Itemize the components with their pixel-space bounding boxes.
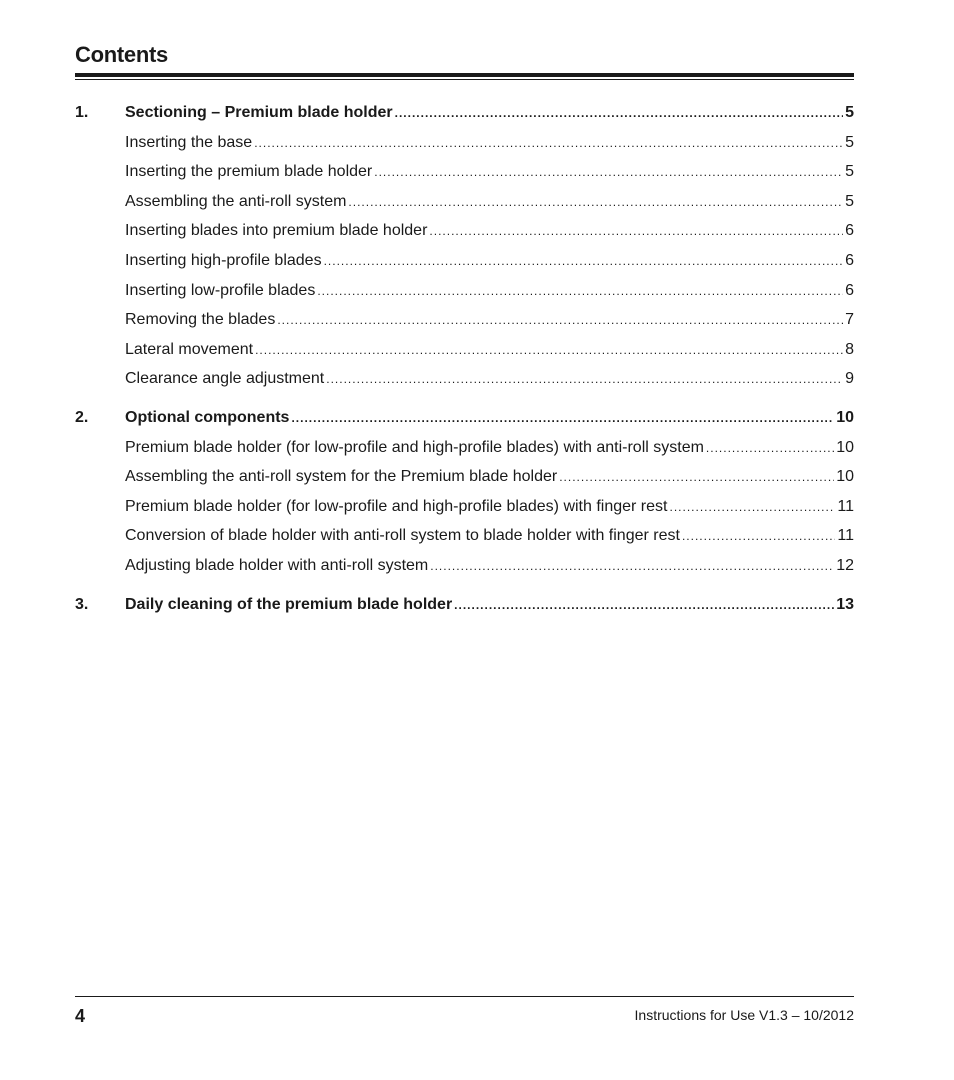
page-number: 5 bbox=[845, 192, 854, 210]
toc-section-2 bbox=[75, 403, 854, 581]
toc-entry[interactable] bbox=[75, 521, 854, 551]
entry-title: Conversion of blade holder with anti-roll system to blade holder with finger rest bbox=[125, 527, 680, 545]
section-number: 1. bbox=[75, 104, 89, 121]
toc-section-1 bbox=[75, 98, 854, 394]
entry-title: Inserting the base bbox=[125, 133, 253, 151]
entry-title: Removing the blades bbox=[125, 311, 276, 329]
dot-leader bbox=[374, 158, 843, 188]
entry-title: Inserting blades into premium blade holder bbox=[125, 222, 428, 240]
entry-title: Inserting high-profile blades bbox=[125, 251, 322, 269]
section-number: 2. bbox=[75, 408, 89, 426]
toc-entry[interactable] bbox=[75, 433, 854, 463]
footer-rule bbox=[75, 996, 854, 997]
dot-leader bbox=[324, 247, 844, 277]
dot-leader bbox=[348, 188, 843, 218]
dot-leader bbox=[291, 404, 834, 434]
dot-leader bbox=[682, 522, 835, 552]
dot-leader bbox=[277, 306, 843, 336]
entry-title: Premium blade holder (for low-profile and high-profile blades) with anti-roll system bbox=[125, 438, 704, 456]
page-number: 8 bbox=[845, 340, 854, 358]
page-title: Contents bbox=[75, 42, 168, 67]
toc-entry[interactable] bbox=[75, 551, 854, 581]
section-title: Optional components bbox=[125, 408, 290, 426]
page-number: 6 bbox=[845, 251, 854, 269]
page-number: 10 bbox=[836, 408, 854, 426]
toc-entry[interactable] bbox=[75, 462, 854, 492]
dot-leader bbox=[430, 552, 834, 582]
toc-entry[interactable] bbox=[75, 305, 854, 335]
page-number: 5 bbox=[845, 104, 854, 121]
toc-entry[interactable] bbox=[75, 128, 854, 158]
entry-title: Assembling the anti-roll system for the Premium blade holder bbox=[125, 468, 558, 486]
section-title: Sectioning – Premium blade holder bbox=[125, 104, 393, 121]
toc-entry[interactable] bbox=[75, 364, 854, 394]
toc-entry[interactable] bbox=[75, 246, 854, 276]
page-number: 11 bbox=[837, 527, 854, 545]
entry-title: Lateral movement bbox=[125, 340, 254, 358]
toc-entry[interactable] bbox=[75, 187, 854, 217]
title-rule-thin bbox=[75, 79, 854, 80]
page-number: 11 bbox=[837, 497, 854, 515]
toc-entry[interactable] bbox=[75, 216, 854, 246]
entry-title: Assembling the anti-roll system bbox=[125, 192, 347, 210]
page-number: 6 bbox=[845, 222, 854, 240]
page-number: 13 bbox=[836, 595, 854, 613]
dot-leader bbox=[454, 591, 834, 621]
toc-entry[interactable] bbox=[75, 276, 854, 306]
page-number: 7 bbox=[845, 311, 854, 329]
page-number: 6 bbox=[845, 281, 854, 299]
toc-entry-main[interactable] bbox=[75, 403, 854, 433]
toc-entry-main[interactable] bbox=[75, 590, 854, 620]
section-title: Daily cleaning of the premium blade holder bbox=[125, 595, 453, 613]
table-of-contents bbox=[75, 98, 854, 628]
entry-title: Clearance angle adjustment bbox=[125, 370, 325, 388]
toc-entry[interactable] bbox=[75, 157, 854, 187]
dot-leader bbox=[559, 463, 834, 493]
entry-title: Inserting low-profile blades bbox=[125, 281, 316, 299]
dot-leader bbox=[706, 434, 834, 464]
dot-leader bbox=[429, 217, 843, 247]
page-number: 5 bbox=[845, 133, 854, 151]
toc-entry[interactable] bbox=[75, 492, 854, 522]
entry-title: Adjusting blade holder with anti-roll system bbox=[125, 556, 429, 574]
toc-entry[interactable] bbox=[75, 335, 854, 365]
dot-leader bbox=[395, 99, 843, 129]
page-number: 5 bbox=[845, 163, 854, 181]
dot-leader bbox=[255, 336, 843, 366]
dot-leader bbox=[326, 365, 843, 395]
title-rule-thick bbox=[75, 73, 854, 77]
dot-leader bbox=[669, 493, 835, 523]
page-number: 12 bbox=[836, 556, 854, 574]
footer-page-number: 4 bbox=[75, 1006, 86, 1026]
dot-leader bbox=[254, 129, 843, 159]
footer-doc-info: Instructions for Use V1.3 – 10/2012 bbox=[634, 1007, 854, 1023]
dot-leader bbox=[317, 277, 843, 307]
section-number: 3. bbox=[75, 595, 89, 613]
page-number: 10 bbox=[836, 438, 854, 456]
entry-title: Premium blade holder (for low-profile and high-profile blades) with finger rest bbox=[125, 497, 668, 515]
entry-title: Inserting the premium blade holder bbox=[125, 163, 373, 181]
page-number: 10 bbox=[836, 468, 854, 486]
toc-section-3 bbox=[75, 590, 854, 620]
page-number: 9 bbox=[845, 370, 854, 388]
toc-entry-main[interactable] bbox=[75, 98, 854, 128]
